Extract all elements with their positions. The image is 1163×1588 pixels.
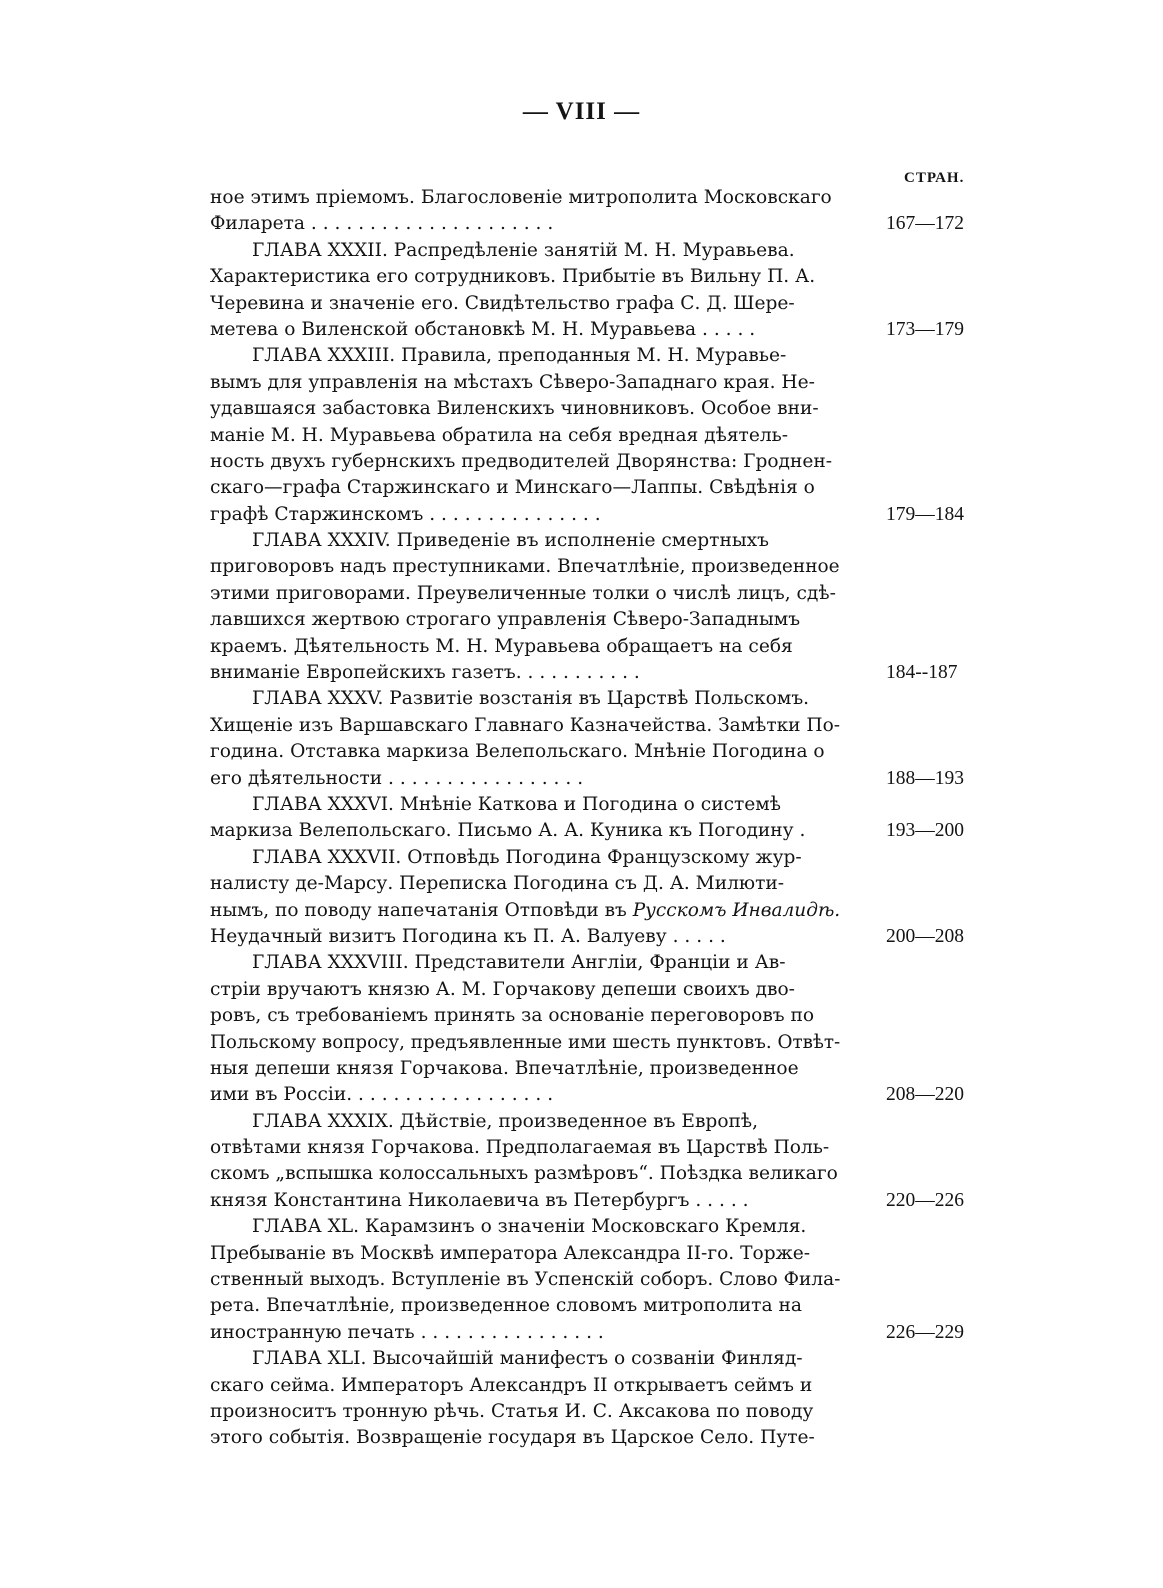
toc-line-text: Филарета . . . . . . . . . . . . . . . . . . . . . [210,213,554,235]
toc-line [210,1346,990,1372]
toc-line [210,1241,990,1267]
toc-line-text: ное этимъ пріемомъ. Благословеніе митрополита Московскаго [210,187,832,208]
toc-line-text: скаго—графа Старжинскаго и Минскаго—Лаппы. Свѣдѣнія о [210,477,815,499]
toc-line-text: скомъ „вспышка колоссальныхъ размѣровъ“. Поѣздка великаго [210,1163,838,1185]
toc-line [210,1135,990,1161]
toc-line [210,871,990,897]
toc-line [210,1082,990,1108]
toc-line-text: ность двухъ губернскихъ предводителей Дворянства: Гроднен- [210,450,833,472]
toc-line-text: ГЛАВА XXXVI. Мнѣніе Каткова и Погодина о системѣ [252,793,781,815]
toc-line [210,396,990,422]
toc-line [210,977,990,1003]
toc-line-text: налисту де-Марсу. Переписка Погодина съ Д. А. Милюти- [210,873,785,895]
toc-line [210,792,990,818]
toc-line [210,1267,990,1293]
toc-line [210,1293,990,1319]
toc-line [210,449,990,475]
toc-line [210,1399,990,1425]
toc-line-text: Характеристика его сотрудниковъ. Прибытіе въ Вильну П. А. [210,266,816,288]
toc-line-text: графѣ Старжинскомъ . . . . . . . . . . . . . . . [210,503,601,525]
toc-line [210,211,990,237]
toc-line-text: година. Отставка маркиза Велепольскаго. Мнѣніе Погодина о [210,741,825,763]
toc-line-text: отвѣтами князя Горчакова. Предполагаемая въ Царствѣ Поль- [210,1137,830,1159]
toc-line-text: вымъ для управленія на мѣстахъ Сѣверо-Западнаго края. Не- [210,371,815,393]
toc-line [210,343,990,369]
toc-line [210,950,990,976]
toc-line-text: Хищеніе изъ Варшавскаго Главнаго Казначейства. Замѣтки По- [210,714,840,736]
toc-page-range: 200—208 [886,925,964,947]
toc-line-text: ГЛАВА XLI. Высочайшій манифестъ о созваніи Финляд- [252,1348,803,1370]
toc-line [210,264,990,290]
toc-line [210,238,990,264]
toc-line-text: Неудачный визитъ Погодина къ П. А. Валуеву . . . . . [210,925,726,947]
toc-page-range: 220—226 [886,1189,964,1211]
toc-line [210,554,990,580]
toc-line [210,1188,990,1214]
toc-line [210,1030,990,1056]
toc-line-text: ГЛАВА XXXII. Распредѣленіе занятій М. Н. Муравьева. [252,239,795,261]
toc-line [210,634,990,660]
toc-line [210,898,990,924]
toc-line-text: ГЛАВА XXXVIII. Представители Англіи, Франціи и Ав- [252,952,786,974]
toc-line-text: ГЛАВА XL. Карамзинъ о значеніи Московскаго Кремля. [252,1216,807,1238]
toc-line [210,1425,990,1451]
toc-line-text: иностранную печать . . . . . . . . . . . . . . . . [210,1321,604,1343]
toc-line [210,607,990,633]
toc-line-text: маніе М. Н. Муравьева обратила на себя вредная дѣятель- [210,424,789,446]
toc-line-text: произноситъ тронную рѣчь. Статья И. С. Аксакова по поводу [210,1400,814,1422]
toc-line [210,317,990,343]
toc-line [210,291,990,317]
toc-line-text: метева о Виленской обстановкѣ М. Н. Муравьева . . . . . [210,318,756,340]
toc-line [210,423,990,449]
page-number: — VIII — [522,98,641,125]
toc-line [210,818,990,844]
toc-line [210,1161,990,1187]
toc-line [210,713,990,739]
toc-line-text: вниманіе Европейскихъ газетъ. . . . . . . . . . . [210,662,640,684]
toc-line-text: приговоровъ надъ преступниками. Впечатлѣніе, произведенное [210,556,840,578]
toc-line-text: князя Константина Николаевича въ Петербургъ . . . . . [210,1189,749,1211]
toc-line [210,1320,990,1346]
toc-line-text: ственный выходъ. Вступленіе въ Успенскій соборъ. Слово Фила- [210,1269,841,1291]
toc-line-text-regular: нымъ, по поводу напечатанія Отповѣди въ [210,899,633,921]
toc-line [210,502,990,528]
toc-line-text: этими приговорами. Преувеличенные толки о числѣ лицъ, сдѣ- [210,582,836,604]
toc-line-text: Польскому вопросу, предъявленные ими шесть пунктовъ. Отвѣт- [210,1031,841,1053]
toc-line [210,660,990,686]
toc-line-text: краемъ. Дѣятельность М. Н. Муравьева обращаетъ на себя [210,635,793,657]
toc-page-range: 167—172 [886,213,964,235]
toc-line [210,739,990,765]
toc-line-text: этого событія. Возвращеніе государя въ Царское Село. Путе- [210,1427,815,1449]
toc-line-text: его дѣятельности . . . . . . . . . . . . . . . . . [210,767,584,789]
toc-line [210,581,990,607]
toc-line [210,1003,990,1029]
table-of-contents [210,185,990,1452]
page-column-header: СТРАН. [904,170,965,186]
toc-line [210,1214,990,1240]
toc-line [210,370,990,396]
toc-page-range: 208—220 [886,1084,964,1106]
toc-page-range: 184--187 [886,662,958,684]
toc-line-text: ГЛАВА XXXIV. Приведеніе въ исполненіе смертныхъ [252,530,769,552]
toc-line-text: маркиза Велепольскаго. Письмо А. А. Куника къ Погодину . [210,820,806,842]
toc-page-range: 188—193 [886,767,964,789]
toc-line-text [210,898,840,924]
toc-page-range: 173—179 [886,318,964,340]
toc-line-text: ровъ, съ требованіемъ принять за основаніе переговоровъ по [210,1005,815,1027]
toc-line-text: Пребываніе въ Москвѣ императора Александра II-го. Торже- [210,1242,810,1264]
toc-line [210,845,990,871]
toc-line [210,1109,990,1135]
toc-page-range: 179—184 [886,503,964,525]
toc-line [210,924,990,950]
toc-line-text: скаго сейма. Императоръ Александръ II открываетъ сеймъ и [210,1374,813,1396]
toc-line-text: лавшихся жертвою строгаго управленія Сѣверо-Западнымъ [210,609,801,631]
toc-line-text: ГЛАВА XXXIX. Дѣйствіе, произведенное въ Европѣ, [252,1110,759,1132]
toc-page-range: 193—200 [886,820,964,842]
toc-line-text: ГЛАВА XXXIII. Правила, преподанныя М. Н. Муравье- [252,345,787,367]
toc-line [210,766,990,792]
toc-line-text: ими въ Россіи. . . . . . . . . . . . . . . . . . [210,1084,554,1106]
toc-line-text: ныя депеши князя Горчакова. Впечатлѣніе, произведенное [210,1057,799,1079]
toc-page-range: 226—229 [886,1321,964,1343]
toc-line-text-italic: Русскомъ Инвалидѣ. [632,899,841,921]
toc-line [210,1056,990,1082]
toc-line-text: ГЛАВА XXXVII. Отповѣдь Погодина Французскому жур- [252,846,802,868]
toc-line-text: стріи вручаютъ князю А. М. Горчакову депеши своихъ дво- [210,978,795,1000]
toc-line [210,185,990,211]
toc-line [210,686,990,712]
toc-line [210,528,990,554]
toc-line-text: рета. Впечатлѣніе, произведенное словомъ митрополита на [210,1295,802,1317]
toc-line-text: Черевина и значеніе его. Свидѣтельство графа С. Д. Шере- [210,292,795,314]
toc-line [210,1373,990,1399]
toc-line [210,475,990,501]
toc-line-text: ГЛАВА XXXV. Развитіе возстанія въ Царствѣ Польскомъ. [252,688,810,710]
toc-line-text: удавшаяся забастовка Виленскихъ чиновниковъ. Особое вни- [210,398,819,420]
